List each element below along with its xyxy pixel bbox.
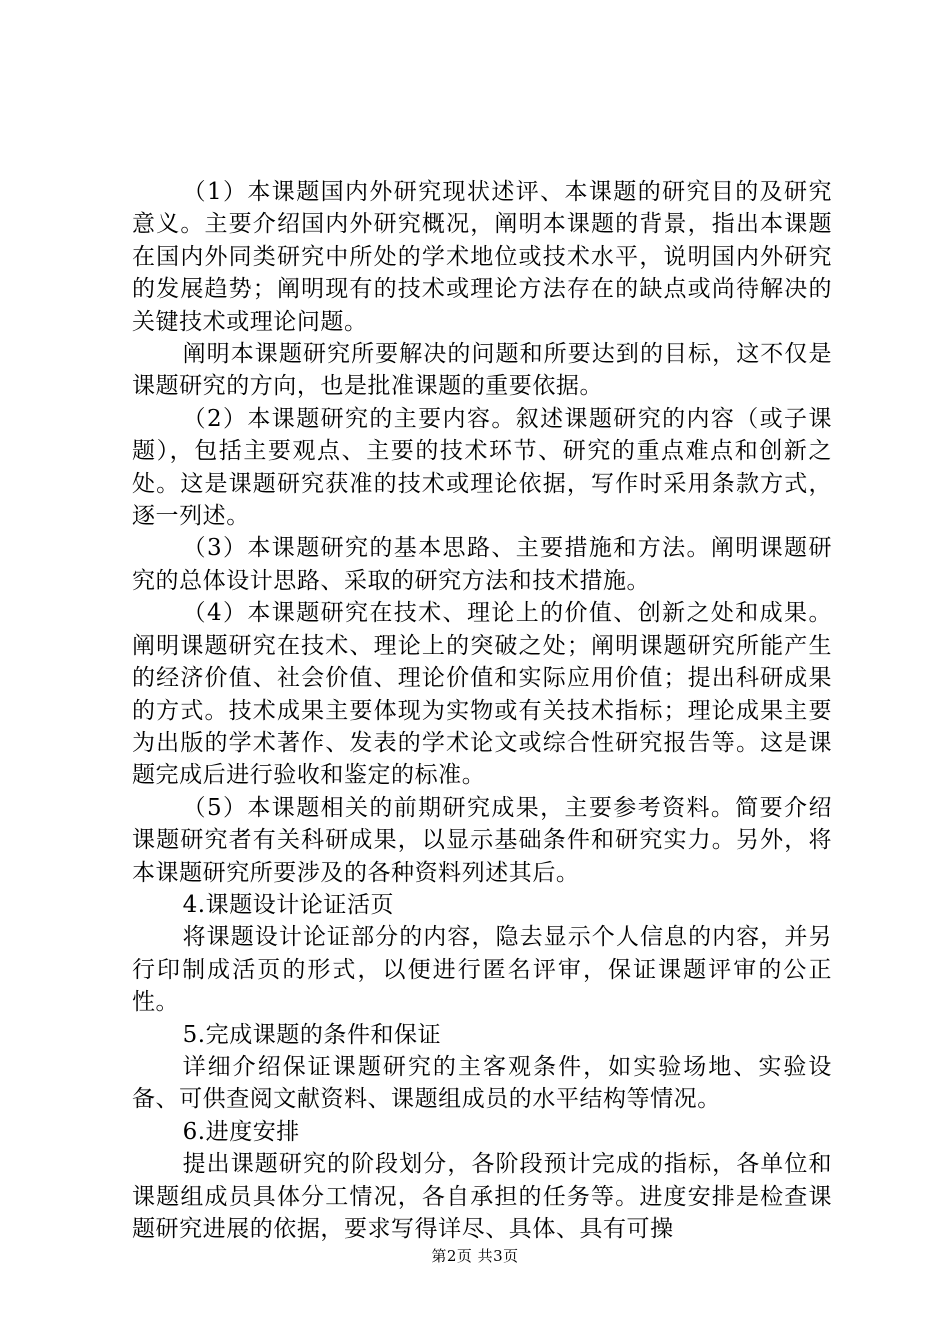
paragraph-basic-approach: （3）本课题研究的基本思路、主要措施和方法。阐明课题研究的总体设计思路、采取的研究方法和技术措施。 — [132, 535, 832, 594]
section-heading-4: 4.课题设计论证活页 — [182, 891, 395, 918]
section-heading-6: 6.进度安排 — [182, 1118, 300, 1145]
paragraph-design-sheet: 将课题设计论证部分的内容，隐去显示个人信息的内容，并另行印制成活页的形式，以便进行匿名评审，保证课题评审的公正性。 — [132, 924, 832, 1016]
paragraph-value-innovation: （4）本课题研究在技术、理论上的价值、创新之处和成果。阐明课题研究在技术、理论上的突破之处；阐明课题研究所能产生的经济价值、社会价值、理论价值和实际应用价值；提出科研成果的方式。技术成果主要体现为实物或有关技术指标；理论成果主要为出版的学术著作、发表的学术论文或综合性研究报告等。这是课题完成后进行验收和鉴定的标准。 — [132, 600, 832, 789]
page-number-label: 第2页 共3页 — [431, 1247, 519, 1265]
paragraph-conditions: 详细介绍保证课题研究的主客观条件，如实验场地、实验设备、可供查阅文献资料、课题组成员的水平结构等情况。 — [132, 1053, 832, 1113]
paragraph-schedule: 提出课题研究的阶段划分，各阶段预计完成的指标，各单位和课题组成员具体分工情况，各自承担的任务等。进度安排是检查课题研究进展的依据，要求写得详尽、具体、具有可操 — [132, 1151, 832, 1242]
paragraph-main-content: （2）本课题研究的主要内容。叙述课题研究的内容（或子课题），包括主要观点、主要的技术环节、研究的重点难点和创新之处。这是课题研究获准的技术或理论依据，写作时采用条款方式，逐一列述。 — [132, 405, 832, 530]
section-heading-5: 5.完成课题的条件和保证 — [182, 1021, 442, 1048]
paragraph-prior-results: （5）本课题相关的前期研究成果，主要参考资料。简要介绍课题研究者有关科研成果，以显示基础条件和研究实力。另外，将本课题研究所要涉及的各种资料列述其后。 — [132, 794, 832, 886]
paragraph-research-goals: 阐明本课题研究所要解决的问题和所要达到的目标，这不仅是课题研究的方向，也是批准课题的重要依据。 — [132, 341, 832, 400]
paragraph-research-status: （1）本课题国内外研究现状述评、本课题的研究目的及研究意义。主要介绍国内外研究概况，阐明本课题的背景，指出本课题在国内外同类研究中所处的学术地位或技术水平，说明国内外研究的发展趋势；阐明现有的技术或理论方法存在的缺点或尚待解决的关键技术或理论问题。 — [132, 179, 832, 335]
document-body — [132, 176, 832, 1245]
page-footer — [0, 1245, 950, 1266]
